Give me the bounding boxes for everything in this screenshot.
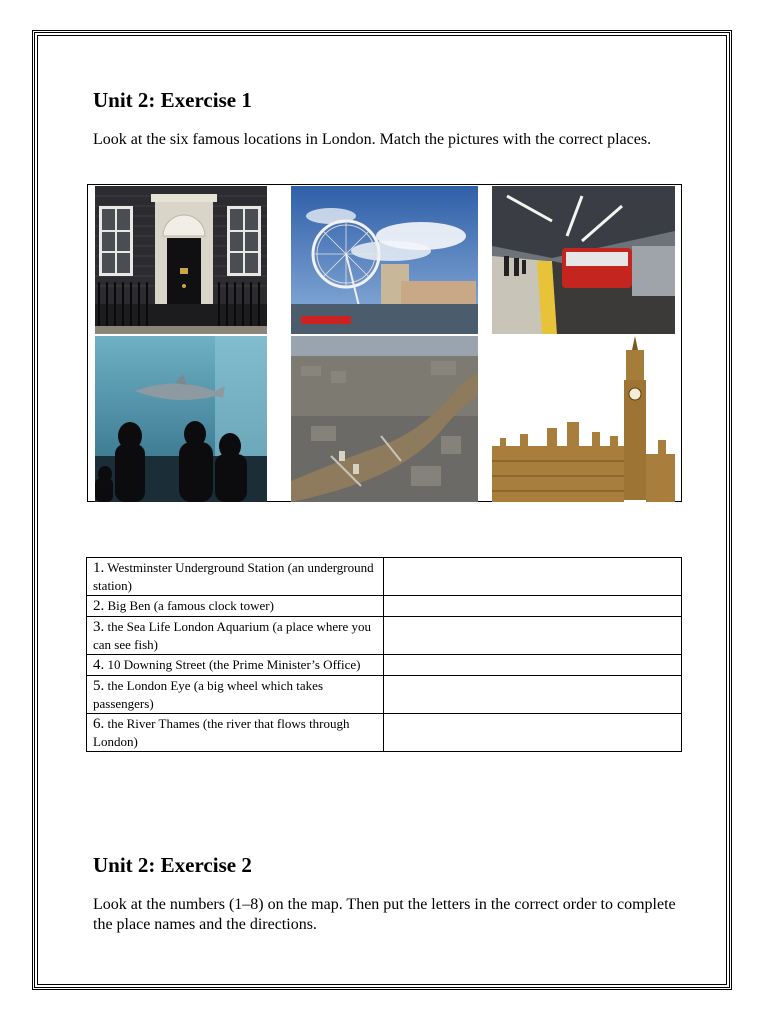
table-row [87,596,682,617]
row-number: 5. [93,678,105,694]
row-text: the London Eye (a big wheel which takes passengers) [93,678,324,711]
row-number: 2. [93,598,105,614]
answer-cell[interactable] [384,655,682,676]
exercise-1-instruction: Look at the six famous locations in London. Match the pictures with the correct places. [93,131,652,148]
table-row [87,558,682,596]
table-row [87,714,682,752]
matching-table [86,557,682,752]
downing-street-door-photo [95,186,267,334]
table-row [87,655,682,676]
london-eye-photo [291,186,478,334]
row-number: 1. [93,560,105,576]
answer-cell[interactable] [384,676,682,714]
aquarium-shark-photo [95,336,267,502]
row-text: Westminster Underground Station (an underground station) [93,560,374,593]
table-row [87,676,682,714]
exercise-2-title: Unit 2: Exercise 2 [93,853,252,877]
row-text: 10 Downing Street (the Prime Minister’s Office) [107,657,361,672]
answer-cell[interactable] [384,596,682,617]
exercise-1-title: Unit 2: Exercise 1 [93,88,252,112]
row-text: the Sea Life London Aquarium (a place where you can see fish) [93,619,372,652]
page-border [32,30,732,990]
row-number: 3. [93,619,105,635]
photo-grid [87,184,682,502]
row-text: Big Ben (a famous clock tower) [107,598,274,613]
thames-aerial-photo [291,336,478,502]
exercise-2-instruction: Look at the numbers (1–8) on the map. Then put the letters in the correct order to complete the place names and the directions. [93,896,676,933]
row-text: the River Thames (the river that flows through London) [93,716,350,749]
underground-station-photo [492,186,675,334]
row-number: 6. [93,716,105,732]
row-number: 4. [93,657,105,673]
table-row [87,617,682,655]
answer-cell[interactable] [384,714,682,752]
answer-cell[interactable] [384,558,682,596]
big-ben-parliament-photo [492,336,675,502]
answer-cell[interactable] [384,617,682,655]
